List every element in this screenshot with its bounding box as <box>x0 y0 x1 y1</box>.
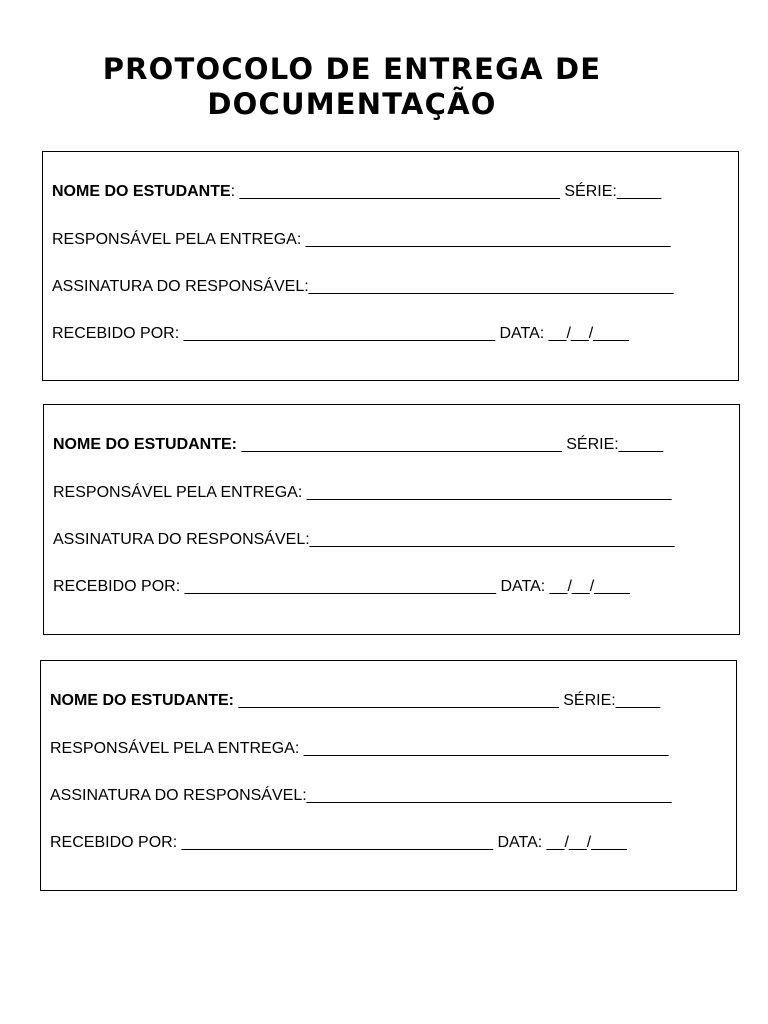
student-label: NOME DO ESTUDANTE: <box>53 436 237 453</box>
signature-field[interactable]: ASSINATURA DO RESPONSÁVEL:_________________________________________ <box>52 278 674 295</box>
received-by-field[interactable]: RECEBIDO POR: ___________________________________ DATA: __/__/____ <box>53 578 630 595</box>
student-field-row[interactable] <box>52 182 661 202</box>
delivery-form-3 <box>40 660 737 891</box>
delivery-form-1 <box>42 151 739 381</box>
responsible-field[interactable]: RESPONSÁVEL PELA ENTREGA: _________________________________________ <box>52 231 671 248</box>
signature-field[interactable]: ASSINATURA DO RESPONSÁVEL:_________________________________________ <box>50 787 672 804</box>
student-blank[interactable]: : ____________________________________ SÉRIE:_____ <box>230 183 662 200</box>
student-field-row[interactable] <box>53 435 663 455</box>
received-by-field[interactable]: RECEBIDO POR: ___________________________________ DATA: __/__/____ <box>52 325 629 342</box>
delivery-form-2 <box>43 404 740 635</box>
student-blank[interactable]: ____________________________________ SÉRIE:_____ <box>237 436 664 453</box>
received-by-field[interactable]: RECEBIDO POR: ___________________________________ DATA: __/__/____ <box>50 834 627 851</box>
student-label: NOME DO ESTUDANTE <box>52 183 231 200</box>
title-line-2: DOCUMENTAÇÃO <box>207 87 497 121</box>
signature-field[interactable]: ASSINATURA DO RESPONSÁVEL:_________________________________________ <box>53 531 675 548</box>
student-field-row[interactable] <box>50 691 660 711</box>
page-title <box>52 52 652 122</box>
student-blank[interactable]: ____________________________________ SÉRIE:_____ <box>234 692 661 709</box>
student-label: NOME DO ESTUDANTE: <box>50 692 234 709</box>
responsible-field[interactable]: RESPONSÁVEL PELA ENTREGA: _________________________________________ <box>53 484 672 501</box>
title-line-1: PROTOCOLO DE ENTREGA DE <box>102 52 602 86</box>
responsible-field[interactable]: RESPONSÁVEL PELA ENTREGA: _________________________________________ <box>50 740 669 757</box>
